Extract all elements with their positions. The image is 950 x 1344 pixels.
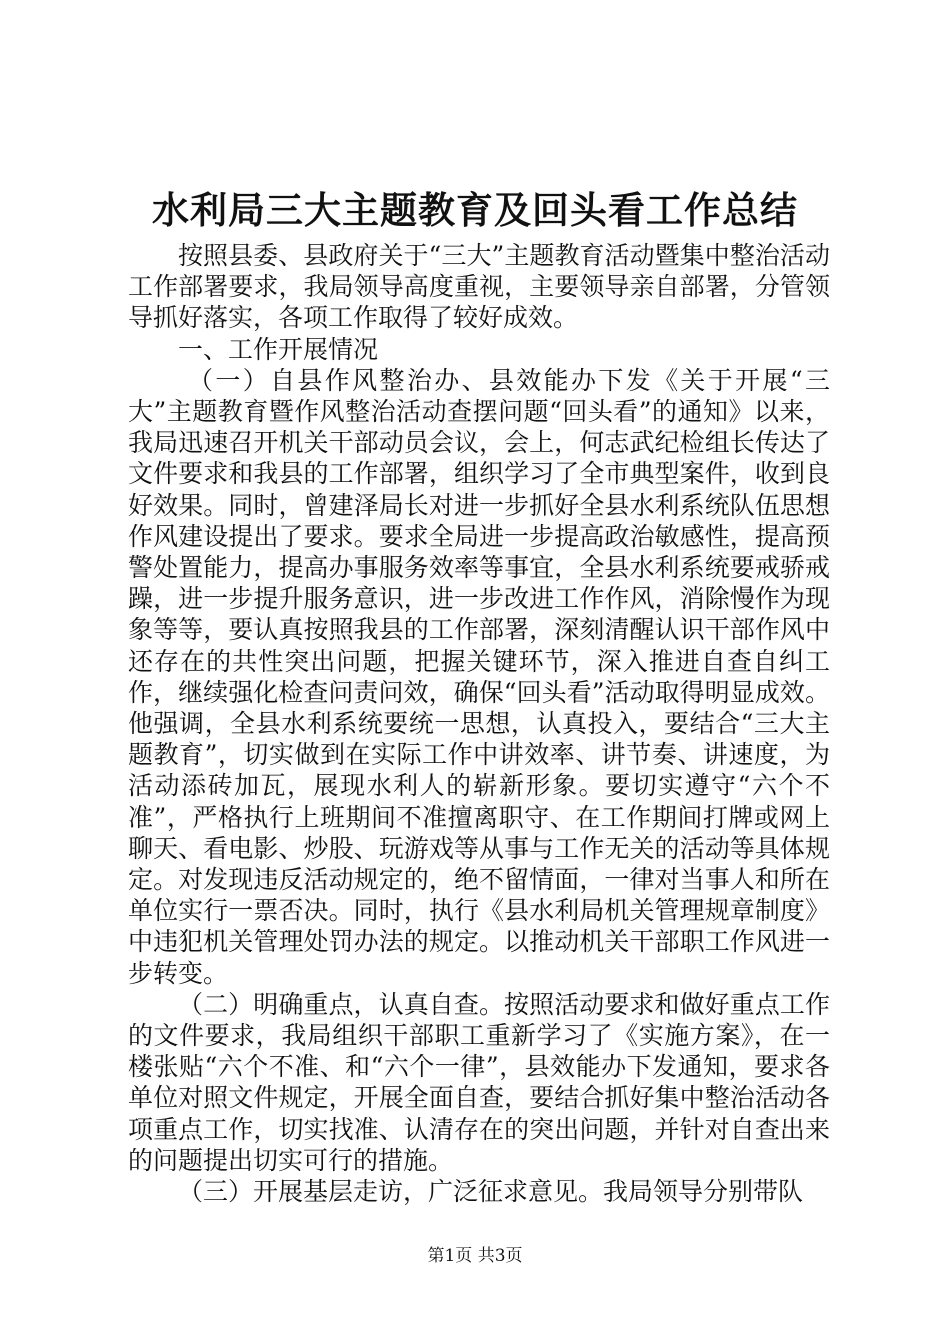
paragraph-intro: 按照县委、县政府关于“三大”主题教育活动暨集中整治活动工作部署要求，我局领导高度重视，主要领导亲自部署，分管领导抓好落实，各项工作取得了较好成效。 — [128, 241, 830, 333]
paragraph-item-3: （三）开展基层走访，广泛征求意见。我局领导分别带队 — [178, 1177, 804, 1207]
document-title: 水利局三大主题教育及回头看工作总结 — [152, 188, 798, 232]
paragraph-item-2: （二）明确重点，认真自查。按照活动要求和做好重点工作的文件要求，我局组织干部职工重新学习了《实施方案》，在一楼张贴“六个不准、和“六个一律”，县效能办下发通知，要求各单位对照文件规定，开展全面自查，要结合抓好集中整治活动各项重点工作，切实找准、认清存在的突出问题，并针对自查出来的问题提出切实可行的措施。 — [128, 989, 830, 1175]
page-number-footer: 第1页 共3页 — [427, 1246, 523, 1266]
paragraph-item-1: （一）自县作风整治办、县效能办下发《关于开展“三大”主题教育暨作风整治活动查摆问题“回头看”的通知》以来，我局迅速召开机关干部动员会议，会上，何志武纪检组长传达了文件要求和我县的工作部署，组织学习了全市典型案件，收到良好效果。同时，曾建泽局长对进一步抓好全县水利系统队伍思想作风建设提出了要求。要求全局进一步提高政治敏感性，提高预警处置能力，提高办事服务效率等事宜，全县水利系统要戒骄戒躁，进一步提升服务意识，进一步改进工作作风，消除慢作为现象等等，要认真按照我县的工作部署，深刻清醒认识干部作风中还存在的共性突出问题，把握关键环节，深入推进自查自纠工作，继续强化检查问责问效，确保“回头看”活动取得明显成效。他强调，全县水利系统要统一思想，认真投入，要结合“三大主题教育”，切实做到在实际工作中讲效率、讲节奏、讲速度，为活动添砖加瓦，展现水利人的崭新形象。要切实遵守“六个不准”，严格执行上班期间不准擅离职守、在工作期间打牌或网上聊天、看电影、炒股、玩游戏等从事与工作无关的活动等具体规定。对发现违反活动规定的，绝不留情面，一律对当事人和所在单位实行一票否决。同时，执行《县水利局机关管理规章制度》中违犯机关管理处罚办法的规定。以推动机关干部职工作风进一步转变。 — [128, 365, 830, 988]
document-body — [128, 240, 830, 1207]
section-heading-work-status: 一、工作开展情况 — [178, 334, 379, 364]
